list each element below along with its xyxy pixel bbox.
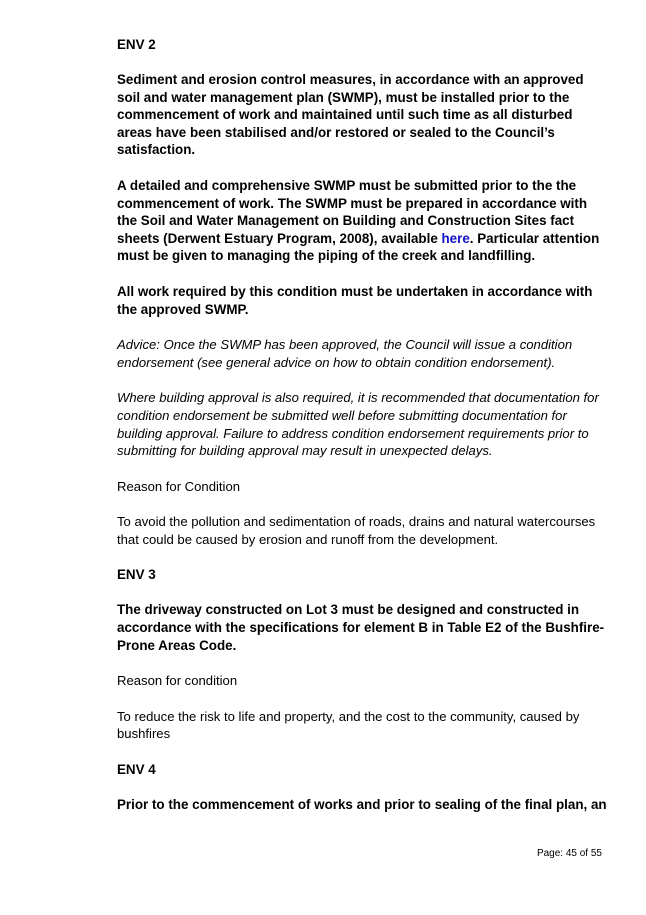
env2-swmp-text-end: . Particular attention must be given to managing the piping of the creek and landfilling.: [117, 230, 600, 264]
env2-advice-endorsement: Advice: Once the SWMP has been approved, the Council will issue a condition endorsement (see general advice on how to obtain condition endorsement).: [117, 337, 573, 370]
page-number: Page: 45 of 55: [536, 848, 602, 859]
env2-condition-text: Sediment and erosion control measures, in accordance with an approved soil and water management plan (SWMP), must be installed prior to the commencement of work and maintained until such time as all disturbed areas have been stabilised and/or restored or sealed to the Council’s satisfaction.: [117, 72, 584, 158]
env3-condition-text: The driveway constructed on Lot 3 must be designed and constructed in accordance with the specifications for element B in Table E2 of the Bushfire-Prone Areas Code.: [117, 602, 605, 653]
env3-reason-label: Reason for condition: [117, 673, 238, 689]
env4-heading: ENV 4: [117, 762, 156, 778]
env2-compliance-text: All work required by this condition must be undertaken in accordance with the approved SWMP.: [117, 283, 593, 317]
env2-reason-label: Reason for Condition: [117, 478, 241, 494]
env3-reason-text: To reduce the risk to life and property, and the cost to the community, caused by bushfires: [117, 708, 580, 742]
env3-heading: ENV 3: [117, 567, 156, 583]
document-page: [117, 36, 607, 832]
env2-heading: ENV 2: [117, 37, 156, 52]
here-link[interactable]: here: [441, 230, 470, 246]
env2-reason-text: To avoid the pollution and sedimentation of roads, drains and natural watercourses that could be caused by erosion and runoff from the development.: [117, 514, 596, 547]
env2-swmp-text-start: A detailed and comprehensive SWMP must be submitted prior to the the commencement of work. The SWMP must be prepared in accordance with the Soil and Water Management on Building and Construction Sites fact sheets (Derwent Estuary Program, 2008), available: [117, 177, 588, 246]
env2-advice-building-approval: Where building approval is also required, it is recommended that documentation for condition endorsement be submitted well before submitting documentation for building approval. Failure to address condition endorsement requirements prior to submitting for building approval may result in unexpected delays.: [117, 390, 599, 459]
env4-condition-text: Prior to the commencement of works and prior to sealing of the final plan, an: [117, 797, 607, 813]
env2-swmp-requirement: [117, 177, 607, 265]
